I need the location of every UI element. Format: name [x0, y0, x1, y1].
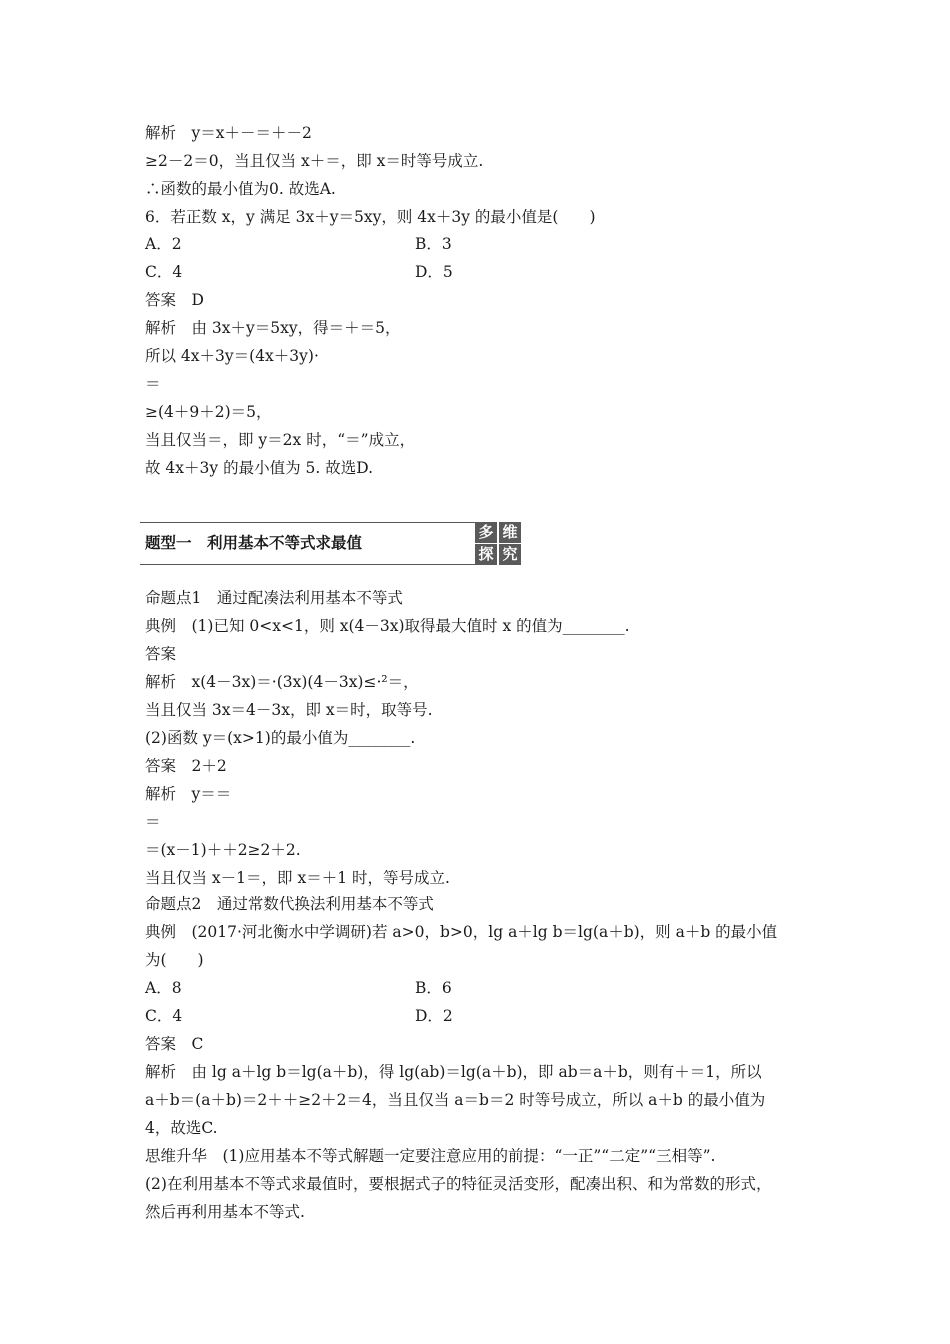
section-title: 题型一 利用基本不等式求最值 — [145, 534, 363, 552]
solution-line: 解析 由 lg a＋lg b＝lg(a＋b)，得 lg(ab)＝lg(a＋b)，即 ab＝a＋b，则有＋＝1，所以 — [145, 1063, 762, 1081]
option-d: D．2 — [415, 1007, 453, 1025]
section-rule-top — [140, 522, 475, 523]
solution-line: ∴函数的最小值为0. 故选A. — [145, 180, 336, 198]
solution-line: 当且仅当 x－1＝，即 x＝＋1 时，等号成立. — [145, 869, 450, 887]
thinking-summary: 然后再利用基本不等式. — [145, 1203, 305, 1221]
tag-char: 多 — [475, 522, 497, 543]
option-b: B．6 — [415, 979, 452, 997]
solution-line: ≥(4＋9＋2)＝5， — [145, 403, 272, 421]
solution-line: 当且仅当＝，即 y＝2x 时，“＝”成立， — [145, 431, 416, 449]
section-tag — [475, 520, 522, 566]
topic-point-1: 命题点1 通过配凑法利用基本不等式 — [145, 589, 403, 607]
solution-line: 当且仅当 3x＝4－3x，即 x＝时，取等号. — [145, 701, 433, 719]
example-question: 典例 (1)已知 0<x<1，则 x(4－3x)取得最大值时 x 的值为________. — [145, 617, 630, 635]
section-header — [140, 520, 522, 566]
solution-line: 解析 y＝x＋－＝＋－2 — [145, 124, 312, 142]
solution-line: 解析 x(4－3x)＝·(3x)(4－3x)≤·²＝， — [145, 673, 419, 691]
option-a: A．8 — [145, 979, 182, 997]
option-d: D．5 — [415, 263, 453, 281]
option-a: A．2 — [145, 235, 182, 253]
example-question: 典例 (2017·河北衡水中学调研)若 a>0，b>0，lg a＋lg b＝lg(a＋b)，则 a＋b 的最小值 — [145, 923, 778, 941]
solution-line: ＝ — [145, 813, 161, 831]
example-question: (2)函数 y＝(x>1)的最小值为________. — [145, 729, 416, 747]
thinking-summary: 思维升华 (1)应用基本不等式解题一定要注意应用的前提：“一正”“二定”“三相等”. — [145, 1147, 716, 1165]
tag-char: 究 — [499, 544, 521, 565]
question-6: 6．若正数 x，y 满足 3x＋y＝5xy，则 4x＋3y 的最小值是( ) — [145, 208, 596, 226]
solution-line: ≥2－2＝0，当且仅当 x＋＝，即 x＝时等号成立. — [145, 152, 484, 170]
section-rule-bottom — [140, 564, 475, 565]
solution-line: ＝ — [145, 375, 161, 393]
solution-line: 故 4x＋3y 的最小值为 5. 故选D. — [145, 459, 374, 477]
solution-line: 4，故选C. — [145, 1119, 218, 1137]
example-question: 为( ) — [145, 951, 204, 969]
answer-line: 答案 2＋2 — [145, 757, 227, 775]
solution-line: 解析 y＝＝ — [145, 785, 232, 803]
option-c: C．4 — [145, 1007, 183, 1025]
solution-line: 所以 4x＋3y＝(4x＋3y)· — [145, 347, 319, 365]
answer-line: 答案 D — [145, 291, 204, 309]
topic-point-2: 命题点2 通过常数代换法利用基本不等式 — [145, 895, 434, 913]
solution-line: a＋b＝(a＋b)＝2＋＋≥2＋2＝4，当且仅当 a＝b＝2 时等号成立，所以 a＋b 的最小值为 — [145, 1091, 766, 1109]
solution-line: ＝(x－1)＋＋2≥2＋2. — [145, 841, 301, 859]
thinking-summary: (2)在利用基本不等式求最值时，要根据式子的特征灵活变形，配凑出积、和为常数的形式， — [145, 1175, 772, 1193]
option-c: C．4 — [145, 263, 183, 281]
tag-char: 维 — [499, 522, 521, 543]
option-b: B．3 — [415, 235, 452, 253]
tag-char: 探 — [475, 544, 497, 565]
answer-line: 答案 C — [145, 1035, 204, 1053]
solution-line: 解析 由 3x＋y＝5xy，得＝＋＝5， — [145, 319, 401, 337]
answer-line: 答案 — [145, 645, 177, 663]
